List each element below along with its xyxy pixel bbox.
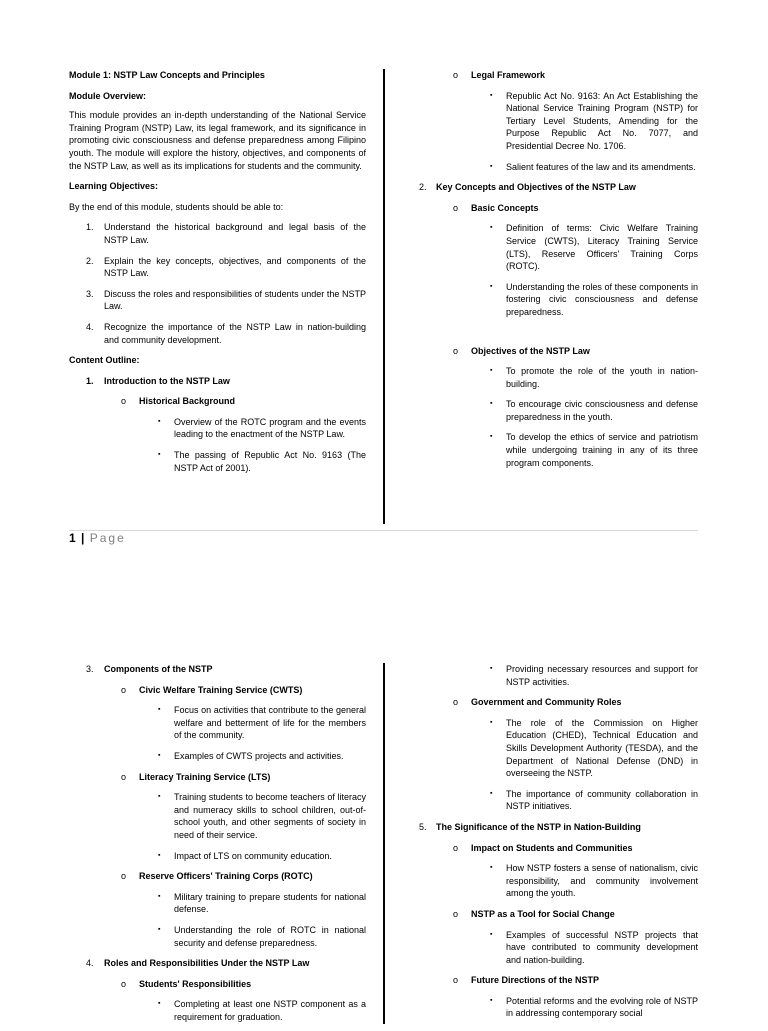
- bullet-item: [69, 998, 366, 1023]
- module-title: Module 1: NSTP Law Concepts and Principles: [69, 70, 265, 80]
- bullet-text: Examples of CWTS projects and activities.: [174, 750, 344, 761]
- subsection-heading: [69, 978, 366, 991]
- objective-number: 1.: [86, 222, 94, 233]
- sub-marker: o: [453, 345, 459, 356]
- subsection-title: Literacy Training Service (LTS): [139, 771, 271, 782]
- page2-left-column: [69, 663, 366, 1031]
- bullet-item: [69, 416, 366, 441]
- bullet-text: To encourage civic consciousness and defense preparedness in the youth.: [506, 399, 698, 422]
- subsection-title: Reserve Officers' Training Corps (ROTC): [139, 871, 313, 882]
- subsection-heading: [401, 908, 698, 921]
- bullet-marker: ▪: [490, 162, 493, 170]
- section-number: 5.: [419, 821, 427, 832]
- sub-marker: o: [121, 684, 127, 695]
- objectives-intro: By the end of this module, students should be able to:: [69, 201, 284, 212]
- objective-text: Recognize the importance of the NSTP Law in nation-building and community development.: [104, 321, 366, 345]
- bullet-item: [401, 281, 698, 319]
- bullet-text: Examples of successful NSTP projects that have contributed to community development and nation-building.: [506, 929, 698, 965]
- bullet-text: To develop the ethics of service and patriotism while undergoing training in any of its three program components.: [506, 432, 698, 468]
- overview-heading: Module Overview:: [69, 90, 147, 101]
- bullet-marker: ▪: [158, 925, 161, 933]
- sub-marker: o: [453, 975, 459, 986]
- bullet-marker: ▪: [490, 996, 493, 1004]
- bullet-text: To promote the role of the youth in nation-building.: [506, 366, 698, 389]
- section-title: Components of the NSTP: [104, 664, 213, 674]
- bullet-marker: ▪: [490, 433, 493, 441]
- subsection-heading: [401, 345, 698, 358]
- bullet-text: The importance of community collaboration in NSTP initiatives.: [506, 788, 698, 812]
- subsection-heading: [401, 974, 698, 987]
- subsection-title: Historical Background: [139, 396, 236, 407]
- subsection-heading: [401, 842, 698, 855]
- bullet-marker: ▪: [490, 930, 493, 938]
- objective-number: 4.: [86, 321, 94, 332]
- sub-marker: o: [453, 70, 459, 80]
- page-number: 1: [69, 531, 77, 545]
- bullet-marker: ▪: [490, 789, 493, 797]
- bullet-text: Understanding the role of ROTC in national security and defense preparedness.: [174, 924, 366, 948]
- bullet-item: [401, 431, 698, 469]
- bullet-text: How NSTP fosters a sense of nationalism, civic responsibility, and community involvement among the youth.: [506, 863, 698, 899]
- subsection-title: NSTP as a Tool for Social Change: [471, 908, 615, 919]
- bullet-marker: ▪: [490, 91, 493, 99]
- sub-marker: o: [453, 842, 459, 853]
- bullet-text: Impact of LTS on community education.: [174, 850, 332, 861]
- objective-text: Explain the key concepts, objectives, and components of the NSTP Law.: [104, 255, 366, 279]
- bullet-marker: ▪: [490, 367, 493, 375]
- page-separator: |: [81, 531, 86, 545]
- bullet-text: Definition of terms: Civic Welfare Training Service (CWTS), Literacy Training Service (LTS), Reserve Officers' Training Corps (ROTC).: [506, 223, 698, 272]
- section-number: 2.: [419, 182, 427, 193]
- bullet-marker: ▪: [158, 751, 161, 759]
- bullet-text: Training students to become teachers of literacy and numeracy skills to school children, out-of-school youth, and other segments of society in need of their service.: [174, 792, 366, 840]
- subsection-title: Students' Responsibilities: [139, 978, 252, 989]
- objective-number: 3.: [86, 288, 94, 299]
- section-title: Roles and Responsibilities Under the NSTP Law: [104, 958, 310, 969]
- bullet-marker: ▪: [490, 665, 493, 672]
- objective-text: Discuss the roles and responsibilities of students under the NSTP Law.: [104, 288, 366, 312]
- objectives-list: [69, 221, 366, 346]
- bullet-item: [401, 717, 698, 780]
- subsection-heading: [69, 771, 366, 784]
- bullet-text: Providing necessary resources and support for NSTP activities.: [506, 664, 698, 687]
- bullet-item: [401, 862, 698, 900]
- objective-number: 2.: [86, 255, 94, 266]
- sub-marker: o: [121, 771, 127, 782]
- section-number: 1.: [86, 375, 94, 386]
- sub-marker: o: [121, 978, 127, 989]
- bullet-marker: ▪: [158, 451, 161, 459]
- bullet-item: [401, 788, 698, 813]
- objectives-heading: Learning Objectives:: [69, 181, 159, 192]
- bullet-item: [401, 90, 698, 153]
- subsection-heading: [69, 395, 366, 408]
- bullet-marker: ▪: [490, 224, 493, 232]
- section-title: Introduction to the NSTP Law: [104, 375, 230, 386]
- subsection-heading: [401, 202, 698, 215]
- sub-marker: o: [453, 202, 459, 213]
- subsection-heading: [69, 684, 366, 697]
- subsection-heading: [401, 69, 698, 82]
- outline-heading: Content Outline:: [69, 355, 140, 366]
- bullet-item: [401, 398, 698, 423]
- subsection-title: Objectives of the NSTP Law: [471, 345, 590, 356]
- page-footer: [69, 532, 126, 545]
- bullet-marker: ▪: [158, 851, 161, 859]
- footer-rule: [69, 530, 698, 531]
- section-heading: [401, 821, 698, 834]
- bullet-text: The passing of Republic Act No. 9163 (The NSTP Act of 2001).: [174, 450, 366, 473]
- bullet-marker: ▪: [158, 706, 161, 714]
- subsection-heading: [401, 696, 698, 709]
- bullet-item: [69, 791, 366, 841]
- bullet-text: Overview of the ROTC program and the events leading to the enactment of the NSTP Law.: [174, 416, 366, 440]
- bullet-text: The role of the Commission on Higher Education (CHED), Technical Education and Skills Development Authority (TESDA), and the Department of National Defense (DND) in overseeing the NSTP.: [506, 717, 698, 779]
- bullet-item: [69, 891, 366, 916]
- bullet-text: Potential reforms and the evolving role of NSTP in addressing contemporary social: [506, 995, 698, 1019]
- bullet-item: [401, 995, 698, 1020]
- section-heading: [401, 181, 698, 194]
- sub-marker: o: [453, 908, 459, 919]
- subsection-title: Basic Concepts: [471, 202, 539, 213]
- bullet-marker: ▪: [158, 417, 161, 425]
- section-title: The Significance of the NSTP in Nation-Building: [436, 821, 641, 832]
- section-number: 3.: [86, 664, 94, 674]
- objective-item: [86, 321, 366, 346]
- subsection-title: Government and Community Roles: [471, 697, 622, 708]
- bullet-marker: ▪: [490, 718, 493, 726]
- bullet-item: [69, 704, 366, 742]
- bullet-marker: ▪: [490, 400, 493, 408]
- sub-marker: o: [121, 871, 127, 882]
- section-heading: [69, 663, 366, 676]
- bullet-text: Understanding the roles of these components in fostering civic consciousness and defense preparedness.: [506, 281, 698, 317]
- objective-item: [86, 288, 366, 313]
- section-heading: [69, 375, 366, 388]
- objective-item: [86, 255, 366, 280]
- bullet-text: Completing at least one NSTP component as a requirement for graduation.: [174, 999, 366, 1022]
- column-divider: [383, 69, 385, 524]
- objective-text: Understand the historical background and legal basis of the NSTP Law.: [104, 222, 366, 245]
- bullet-text: Military training to prepare students for national defense.: [174, 891, 366, 915]
- bullet-text: Salient features of the law and its amendments.: [506, 161, 696, 172]
- subsection-heading: [69, 870, 366, 883]
- page1-right-column: [401, 69, 698, 477]
- objective-item: [86, 221, 366, 246]
- bullet-marker: ▪: [158, 892, 161, 900]
- page2-right-column: [401, 663, 698, 1028]
- bullet-marker: ▪: [158, 793, 161, 801]
- bullet-item: [401, 222, 698, 272]
- section-heading: [69, 957, 366, 970]
- subsection-title: Civic Welfare Training Service (CWTS): [139, 684, 303, 695]
- bullet-marker: ▪: [158, 1000, 161, 1008]
- overview-text: This module provides an in-depth understanding of the National Service Training Program (NSTP) Law, its legal framework, and its significance in promoting civic consciousness and defense preparedness among Filipino youth. The module will explore the history, objectives, and components of the NSTP Law, as well as its implications for students and the community.: [69, 110, 366, 171]
- section-number: 4.: [86, 958, 94, 969]
- bullet-text: Focus on activities that contribute to the general welfare and betterment of life for the members of the community.: [174, 705, 366, 741]
- bullet-item: [401, 663, 698, 688]
- section-title: Key Concepts and Objectives of the NSTP Law: [436, 182, 636, 193]
- bullet-item: [401, 929, 698, 967]
- bullet-item: [69, 924, 366, 949]
- bullet-item: [401, 365, 698, 390]
- bullet-marker: ▪: [490, 864, 493, 872]
- sub-marker: o: [453, 697, 459, 708]
- bullet-marker: ▪: [490, 282, 493, 290]
- subsection-title: Legal Framework: [471, 70, 546, 80]
- sub-marker: o: [121, 396, 127, 407]
- bullet-item: [69, 850, 366, 863]
- page-word: Page: [89, 531, 126, 545]
- bullet-item: [401, 161, 698, 174]
- page1-left-column: [69, 69, 366, 482]
- bullet-text: Republic Act No. 9163: An Act Establishing the National Service Training Program (NSTP) for Tertiary Level Students, Amending for the Purpose Republic Act No. 7077, and Presidential Decree No. 1706.: [506, 90, 698, 151]
- bullet-item: [69, 449, 366, 474]
- subsection-title: Impact on Students and Communities: [471, 842, 633, 853]
- column-divider: [383, 663, 385, 1024]
- bullet-item: [69, 750, 366, 763]
- subsection-title: Future Directions of the NSTP: [471, 975, 600, 986]
